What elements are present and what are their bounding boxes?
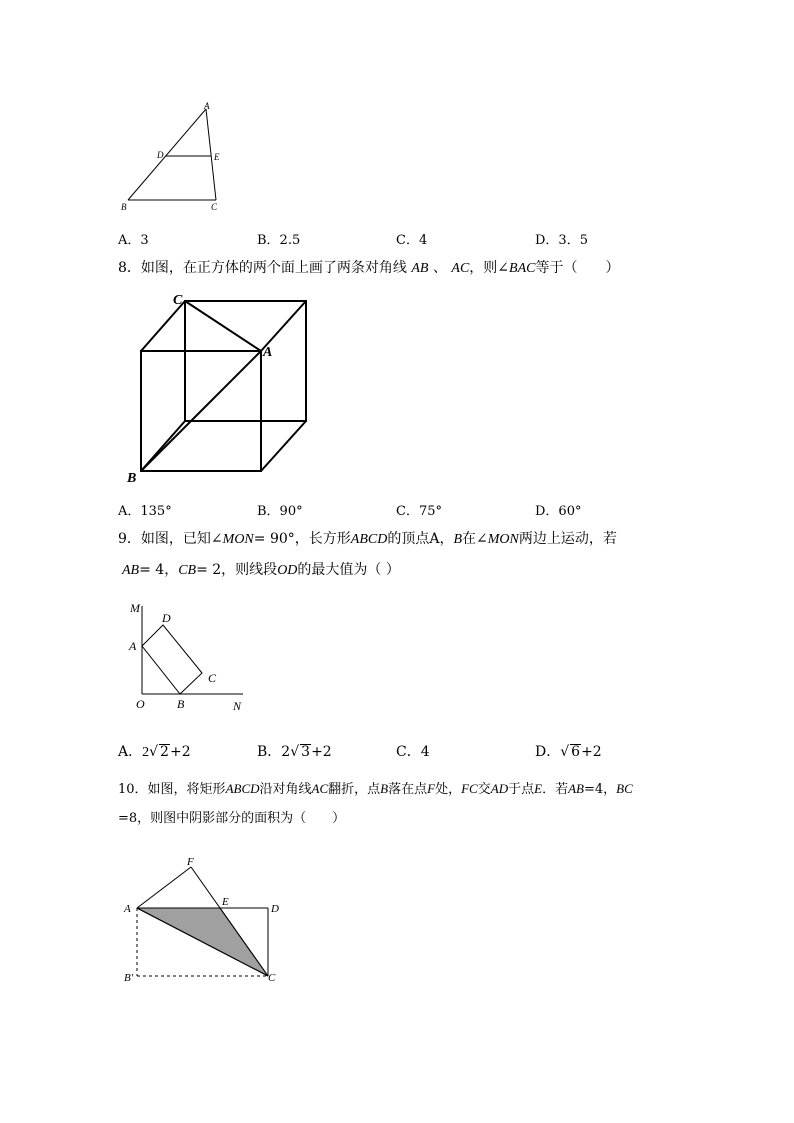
q8-label-c: C	[173, 293, 183, 308]
q9-label-b: B	[177, 697, 185, 711]
q10-text-7: 于点	[508, 782, 535, 797]
q9-option-b-radicand: 3	[301, 744, 311, 760]
q9-label-o: O	[136, 697, 145, 711]
q9-label-d: D	[162, 611, 171, 625]
q8-edge-tl	[141, 301, 185, 351]
q9-stem-line-2	[122, 561, 400, 580]
q7-label-e: E	[214, 152, 220, 162]
q8-text-3: 等于（ ）	[535, 260, 620, 276]
q8-back-face	[185, 301, 306, 421]
q10-stem-line-1	[118, 780, 633, 799]
q9-label-n: N	[233, 699, 242, 713]
q10-text-5: 处，	[435, 782, 462, 797]
q9-text-4: 在∠	[462, 531, 488, 547]
q9-b: B	[453, 532, 463, 547]
q9-option-b	[257, 743, 332, 761]
q10-f: F	[427, 781, 436, 796]
q8-option-c: C．75°	[396, 504, 442, 519]
q9-line2-text-3: 的最大值为（ ）	[297, 562, 400, 578]
q8-ac: AC	[451, 261, 470, 276]
q8-option-d: D．60°	[535, 504, 582, 519]
q9-option-a-radical-sign: √	[149, 744, 159, 760]
q9-option-a-prefix: A．	[118, 744, 143, 760]
q7-label-b: B	[121, 202, 127, 212]
q8-sep: 、	[432, 260, 447, 276]
q9-stem-line-1	[118, 530, 617, 549]
q9-option-d	[535, 743, 602, 761]
q9-text-3: 的顶点A，	[387, 531, 454, 547]
q7-option-b: B．2.5	[257, 233, 301, 248]
q9-mon: MON	[222, 532, 254, 547]
q9-option-a-coef: 2	[142, 745, 150, 760]
q10-label-f: F	[187, 856, 194, 868]
q8-option-a: A．135°	[118, 504, 172, 519]
q10-text-8: ．若	[542, 782, 569, 797]
q9-text-5: 两边上运动，若	[518, 531, 617, 547]
q9-option-b-radical-sign: √	[290, 744, 300, 760]
q10-text-4: 落在点	[388, 782, 428, 797]
q9-od: OD	[277, 563, 298, 578]
q8-ab: AB	[411, 261, 429, 276]
q10-text-1: 如图，将矩形	[147, 782, 226, 797]
q10-fc: FC	[461, 781, 478, 796]
q9-option-b-tail: +2	[311, 744, 332, 760]
q10-label-c: C	[268, 972, 276, 984]
q9-option-b-coef: 2	[281, 744, 291, 760]
q10-figure	[118, 850, 293, 990]
q9-mon-2: MON	[487, 532, 519, 547]
q8-diagonal-ac	[185, 301, 261, 351]
q10-stem-line-2: =8，则图中阴影部分的面积为（ ）	[118, 811, 346, 826]
q10-segment-af	[137, 867, 191, 908]
q10-text-6: 交	[477, 782, 491, 797]
q9-figure	[122, 598, 257, 713]
q10-abcd: ABCD	[225, 781, 260, 796]
q7-segment-ab	[128, 109, 206, 200]
q8-option-b: B．90°	[257, 504, 303, 519]
q9-option-b-prefix: B．	[257, 744, 282, 760]
q8-bac: BAC	[509, 261, 536, 276]
q9-ab: AB	[122, 563, 140, 578]
q9-option-a-tail: +2	[169, 744, 191, 760]
q8-text-2: ，则∠	[469, 260, 510, 276]
q9-text-2: = 90°，长方形	[253, 531, 351, 547]
q9-option-a-radicand: 2	[160, 744, 169, 760]
q7-option-a: A．3	[118, 233, 149, 248]
q8-label-a: A	[263, 345, 273, 360]
q10-ab: AB	[568, 781, 584, 796]
q7-option-d: D．3．5	[535, 233, 588, 248]
q10-ac: AC	[311, 781, 329, 796]
q9-cb: CB	[178, 563, 197, 578]
q9-option-d-tail: +2	[581, 744, 602, 760]
q9-abcd: ABCD	[350, 532, 388, 547]
q10-bc: BC	[616, 781, 633, 796]
q10-e: E	[534, 781, 543, 796]
q8-diagonal-ab	[141, 351, 261, 471]
q10-label-b: B'	[124, 972, 134, 984]
q8-stem	[118, 259, 619, 278]
q7-label-a: A	[204, 101, 210, 111]
q9-label-c: C	[208, 671, 217, 685]
q10-ad: AD	[490, 781, 509, 796]
q9-line2-text-2: = 2，则线段	[196, 562, 278, 578]
q9-label-m: M	[130, 601, 140, 615]
q9-number: 9．	[118, 531, 141, 547]
q10-label-e: E	[222, 896, 229, 908]
q7-label-c: C	[211, 202, 218, 212]
q8-text-1: 如图，在正方体的两个面上画了两条对角线	[140, 260, 407, 276]
q9-rectangle-abcd	[142, 625, 202, 694]
q8-number: 8．	[118, 260, 141, 276]
q9-option-d-radicand: 6	[571, 744, 581, 760]
q8-label-b: B	[127, 471, 137, 486]
q8-cube-figure	[120, 288, 320, 488]
q9-label-a: A	[129, 639, 137, 653]
q7-label-d: D	[157, 150, 164, 160]
q7-option-c: C．4	[396, 233, 428, 248]
q8-edge-br	[261, 421, 306, 471]
q10-text-9: =4，	[583, 782, 617, 797]
q8-edge-tr	[261, 301, 306, 351]
q9-line2-text-1: = 4，	[139, 562, 179, 578]
q9-option-d-radical-sign: √	[560, 744, 570, 760]
q9-option-c: C．4	[396, 744, 430, 760]
q7-figure	[118, 100, 228, 215]
q10-number: 10．	[118, 782, 148, 797]
q10-label-d: D	[271, 903, 279, 915]
q9-option-a	[118, 743, 191, 762]
q9-option-d-prefix: D．	[535, 744, 561, 760]
q10-text-2: 沿对角线	[259, 782, 312, 797]
q9-text-1: 如图，已知∠	[140, 531, 223, 547]
q10-label-a: A	[124, 903, 131, 915]
q10-text-3: 翻折，点	[328, 782, 381, 797]
q10-b: B	[380, 781, 389, 796]
